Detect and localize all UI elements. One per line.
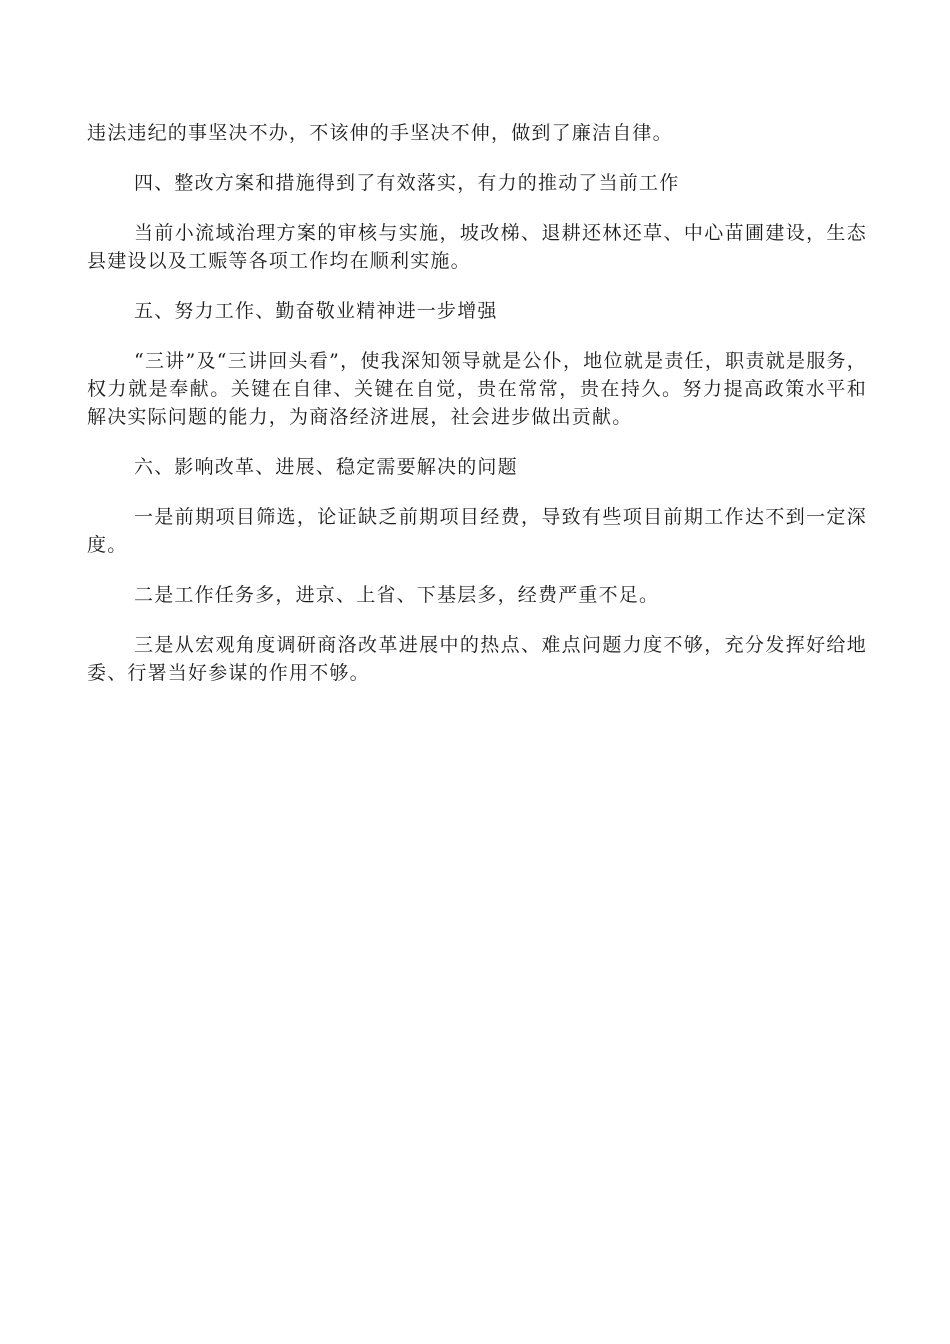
paragraph-continuation: 违法违纪的事坚决不办，不该伸的手坚决不伸，做到了廉洁自律。 [87,122,673,144]
document-body [87,119,867,709]
paragraph-section-5: “三讲”及“三讲回头看”，使我深知领导就是公仆，地位就是责任，职责就是服务，权力就是奉献。关键在自律、关键在自觉，贵在常常，贵在持久。努力提高政策水平和解决实际问题的能力，为商洛经济进展，社会进步做出贡献。 [87,350,867,428]
paragraph-issue-2: 二是工作任务多，进京、上省、下基层多，经费严重不足。 [134,584,660,606]
section-heading-4: 四、整改方案和措施得到了有效落实，有力的推动了当前工作 [134,172,680,194]
paragraph-section-4: 当前小流域治理方案的审核与实施，坡改梯、退耕还林还草、中心苗圃建设，生态县建设以及工赈等各项工作均在顺利实施。 [87,222,867,272]
section-heading-6: 六、影响改革、进展、稳定需要解决的问题 [134,456,518,478]
section-heading-5: 五、努力工作、勤奋敬业精神进一步增强 [134,300,498,322]
paragraph-issue-3: 三是从宏观角度调研商洛改革进展中的热点、难点问题力度不够，充分发挥好给地委、行署当好参谋的作用不够。 [87,634,867,684]
paragraph-issue-1: 一是前期项目筛选，论证缺乏前期项目经费，导致有些项目前期工作达不到一定深度。 [87,506,867,556]
